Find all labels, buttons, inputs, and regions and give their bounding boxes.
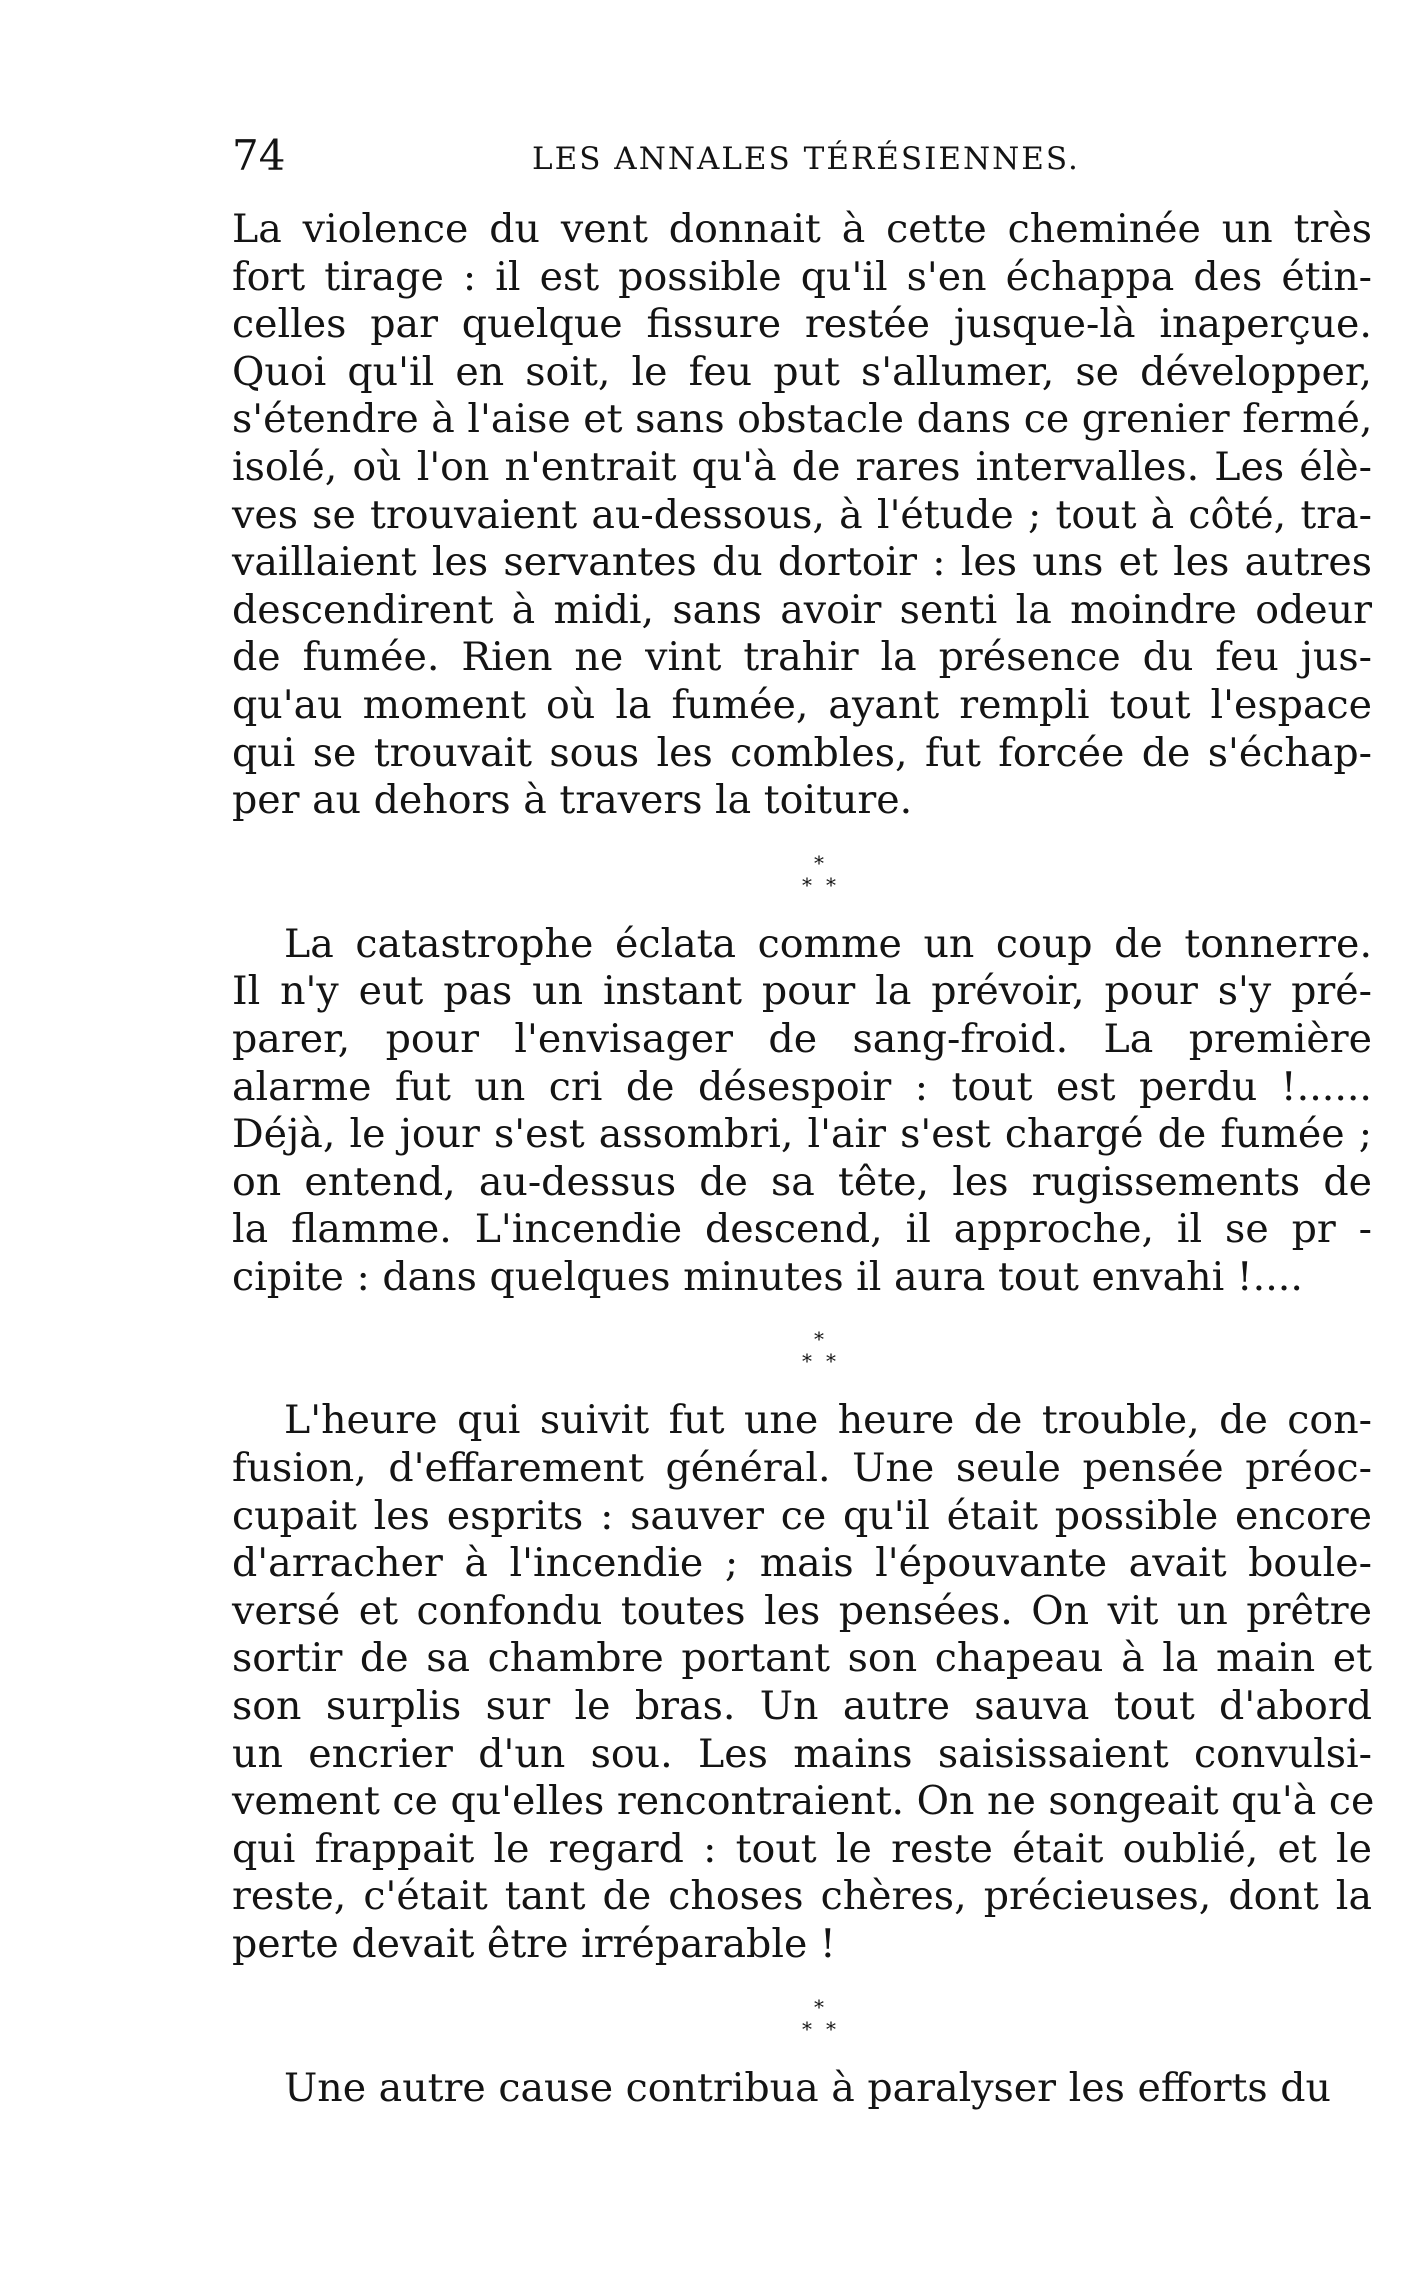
- text-line: qu'au moment où la fumée, ayant rempli tout l'espace: [232, 681, 1372, 728]
- section-separator: [232, 1301, 1372, 1397]
- asterism-star: *: [814, 1327, 824, 1352]
- text-line: Il n'y eut pas un instant pour la prévoir, pour s'y pré-: [232, 968, 1372, 1015]
- text-line: vement ce qu'elles rencontraient. On ne songeait qu'à ce: [232, 1778, 1375, 1825]
- text-line: cipite : dans quelques minutes il aura tout envahi !....: [232, 1253, 1303, 1300]
- asterism-star: *: [814, 850, 824, 875]
- text-line: fort tirage : il est possible qu'il s'en échappa des étin-: [232, 253, 1372, 300]
- text-line: reste, c'était tant de choses chères, précieuses, dont la: [232, 1873, 1372, 1920]
- asterism-star: *: [826, 2016, 836, 2041]
- page-number: 74: [232, 131, 286, 180]
- text-line: per au dehors à travers la toiture.: [232, 777, 913, 824]
- asterism-star: *: [826, 872, 836, 897]
- text-line: qui se trouvait sous les combles, fut forcée de s'échap-: [232, 729, 1372, 776]
- text-line: Déjà, le jour s'est assombri, l'air s'est chargé de fumée ;: [232, 1111, 1372, 1158]
- text-line: s'étendre à l'aise et sans obstacle dans ce grenier fermé,: [232, 396, 1373, 443]
- running-title: LES ANNALES TÉRÉSIENNES.: [532, 141, 1080, 177]
- text-line: alarme fut un cri de désespoir : tout est perdu !......: [232, 1063, 1372, 1110]
- paragraph: [232, 2065, 1372, 2113]
- text-line: versé et confondu toutes les pensées. On vit un prêtre: [232, 1587, 1372, 1634]
- text-line: ves se trouvaient au-dessous, à l'étude ; tout à côté, tra-: [232, 491, 1372, 538]
- text-line: descendirent à midi, sans avoir senti la moindre odeur: [232, 586, 1372, 633]
- text-line: sortir de sa chambre portant son chapeau à la main et: [232, 1635, 1372, 1682]
- asterism-star: *: [826, 1349, 836, 1374]
- asterism-star: *: [802, 2016, 812, 2041]
- text-line: celles par quelque fissure restée jusque-là inaperçue.: [232, 301, 1372, 348]
- text-line: isolé, où l'on n'entrait qu'à de rares intervalles. Les élè-: [232, 443, 1372, 490]
- asterism-star: *: [802, 1349, 812, 1374]
- text-line: qui frappait le regard : tout le reste était oublié, et le: [232, 1825, 1372, 1872]
- text-line: La violence du vent donnait à cette cheminée un très: [232, 206, 1372, 252]
- text-line: vaillaient les servantes du dortoir : les uns et les autres: [232, 539, 1372, 586]
- text-line: la flamme. L'incendie descend, il approche, il se pr -: [232, 1206, 1372, 1253]
- text-line: son surplis sur le bras. Un autre sauva tout d'abord: [232, 1683, 1372, 1730]
- section-separator: [232, 1969, 1372, 2065]
- text-line: perte devait être irréparable !: [232, 1921, 836, 1967]
- text-line: Quoi qu'il en soit, le feu put s'allumer, se développer,: [232, 348, 1372, 395]
- text-line: un encrier d'un sou. Les mains saisissaient convulsi-: [232, 1730, 1372, 1777]
- text-line: fusion, d'effarement général. Une seule pensée préoc-: [232, 1445, 1372, 1492]
- text-line: de fumée. Rien ne vint trahir la présence du feu jus-: [232, 634, 1372, 681]
- text-line: La catastrophe éclata comme un coup de tonnerre.: [284, 920, 1372, 967]
- text-line: L'heure qui suivit fut une heure de trouble, de con-: [284, 1397, 1372, 1444]
- text-line: Une autre cause contribua à paralyser les efforts du: [284, 2064, 1331, 2111]
- paragraph: [232, 1397, 1375, 1968]
- page-header: [232, 128, 1372, 188]
- asterism-star: *: [802, 872, 812, 897]
- section-separator: [232, 825, 1372, 921]
- page-body: [232, 206, 1375, 2112]
- paragraph: [232, 921, 1372, 1302]
- text-line: parer, pour l'envisager de sang-froid. La première: [232, 1015, 1372, 1062]
- asterism-star: *: [814, 1994, 824, 2019]
- paragraph: [232, 206, 1372, 825]
- text-line: on entend, au-dessus de sa tête, les rugissements de: [232, 1158, 1372, 1205]
- text-line: d'arracher à l'incendie ; mais l'épouvante avait boule-: [232, 1540, 1372, 1587]
- text-line: cupait les esprits : sauver ce qu'il était possible encore: [232, 1492, 1372, 1539]
